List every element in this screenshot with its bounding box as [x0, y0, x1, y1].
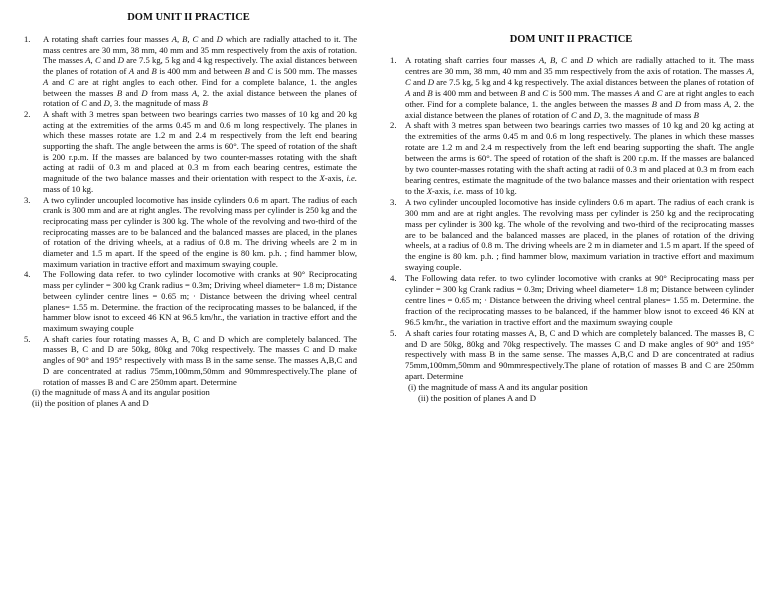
question-item	[20, 195, 357, 270]
question-text: A shaft caries four rotating masses A, B, C and D which are completely balanced. The masses B, C and D are 50kg, 80kg and 70kg respectively. The masses C and D make angles of 90° and 195° respectively with mass B in the same sense. The masses A,B,C and D are concentrated at radius 75mm,100mm,50mm and 90mmrespectively.The plane of rotation of masses B and C are 250mm apart. Determine	[43, 333, 357, 387]
sub-item-ii: (ii) the position of planes A and D	[32, 397, 149, 408]
question-number: 3.	[24, 194, 31, 205]
question-text: The Following data refer. to two cylinder locomotive with cranks at 90° Reciprocating mass per cylinder = 300 kg Crank radius = 0.3m; Driving wheel diameter= 1.8 m; Distance between cylinder centre lines = 0.65 m; · Distance between the driving wheel central planes= 1.55 m. Determine. the fraction of the reciprocating masses to be balanced, if the hammer blow isnot to exceed 46 KN at 96.5 km/hr., the variation in tractive effort and the maximum swaying couple	[405, 273, 754, 327]
question-number: 4.	[24, 269, 31, 280]
right-page	[388, 0, 754, 404]
question-number: 4.	[390, 273, 397, 284]
question-text: A shaft caries four rotating masses A, B, C and D which are completely balanced. The masses B, C and D are 50kg, 80kg and 70kg respectively. The masses C and D make angles of 90° and 195° respectively with mass B in the same sense. The masses A,B,C and D are concentrated at radius 75mm,100mm,50mm and 90mmrespectively.The plane of rotation of masses B and C are 250mm apart. Determine	[405, 327, 754, 382]
question-text: A rotating shaft carries four masses A, B, C and D which are radially attached to it. The mass centres are 30 mm, 38 mm, 40 mm and 35 mm respectively from the axis of rotation. The masses A, C and D are 7.5 kg, 5 kg and 4 kg respectively. The axial distances between the planes of rotation of A and B is 400 mm and between B and C is 500 mm. The masses A and C are at right angles to each other. Find for a complete balance, 1. the angles between the masses B and D from mass A, 2. the axial distance between the planes of rotation of C and D, 3. the magnitude of mass B	[405, 55, 755, 120]
question-number: 3.	[390, 196, 397, 207]
question-text: The Following data refer. to two cylinder locomotive with cranks at 90° Reciprocating mass per cylinder = 300 kg Crank radius = 0.3m; Driving wheel diameter= 1.8 m; Distance between cylinder centre lines = 0.65 m; · Distance between the driving wheel central planes= 1.55 m. Determine. the fraction of the reciprocating masses to be balanced, if the hammer blow isnot to exceed 46 KN at 96.5 km/hr., the variation in tractive effort and the maximum swaying couple	[43, 269, 357, 333]
question-text: A two cylinder uncoupled locomotive has inside cylinders 0.6 m apart. The radius of each crank is 300 mm and are at right angles. The revolving mass per cylinder is 250 kg and the reciprocating mass per cylinder is 300 kg. The whole of the revolving and two-third of the reciprocating masses are to be balanced and the balanced masses are placed, in the planes of rotation of the driving wheels, at a radius of 0.8 m. The driving wheels are 2 m in diameter and 1.5 m apart. If the speed of the engine is 80 km. p.h. ; find hammer blow, maximum variation in tractive effort and maximum swaying couple.	[43, 194, 357, 269]
question-text: A shaft with 3 metres span between two bearings carries two masses of 10 kg and 20 kg acting at the extremities of the arms 0.45 m and 0.6 m long respectively. The planes in which these masses rotate are 1.2 m and 2.4 m respectively from the left end bearing supporting the shaft. The angle between the arms is 60°. The speed of rotation of the shaft is 200 r.p.m. If the masses are balanced by two counter-masses rotating with the shaft acting at radii of 0.3 m and placed at 0.3 m from each bearing centres, estimate the magnitude of the two balance masses and their orientation with respect to the X-axis, i.e. mass of 10 kg.	[405, 120, 754, 196]
left-page	[20, 0, 357, 409]
sub-item-i: (i) the magnitude of mass A and its angular position	[408, 382, 588, 393]
question-number: 2.	[390, 120, 397, 131]
page-title: DOM UNIT II PRACTICE	[509, 34, 633, 45]
question-text: A rotating shaft carries four masses A, B, C and D which are radially attached to it. The mass centres are 30 mm, 38 mm, 40 mm and 35 mm respectively from the axis of rotation. The masses A, C and D are 7.5 kg, 5 kg and 4 kg respectively. The axial distances between the planes of rotation of A and B is 400 mm and between B and C is 500 mm. The masses A and C are at right angles to each other. Find for a complete balance, 1. the angles between the masses B and D from mass A, 2. the axial distance between the planes of rotation of C and D, 3. the magnitude of mass B	[43, 34, 358, 109]
question-item	[388, 328, 754, 383]
question-number: 5.	[390, 327, 397, 338]
question-item	[388, 120, 754, 196]
question-text: A shaft with 3 metres span between two bearings carries two masses of 10 kg and 20 kg acting at the extremities of the arms 0.45 m and 0.6 m long respectively. The planes in which these masses rotate are 1.2 m and 2.4 m respectively from the left end bearing supporting the shaft. The angle between the arms is 60°. The speed of rotation of the shaft is 200 r.p.m. If the masses are balanced by two counter-masses rotating with the shaft acting at radii of 0.3 m and placed at 0.3 m from each bearing centres, estimate the magnitude of the two balance masses and their orientation with respect to the X-axis, i.e. mass of 10 kg.	[43, 108, 357, 194]
question-number: 5.	[24, 333, 31, 344]
question-item	[388, 273, 754, 328]
question-list	[20, 34, 357, 387]
question-number: 2.	[24, 108, 31, 119]
question-item	[388, 197, 754, 273]
question-text: A two cylinder uncoupled locomotive has inside cylinders 0.6 m apart. The radius of each crank is 300 mm and are at right angles. The revolving mass per cylinder is 250 kg and the reciprocating mass per cylinder is 300 kg. The whole of the revolving and two-third of the reciprocating masses are to be balanced and the balanced masses are placed, in the planes of rotation of the driving wheels, at a radius of 0.8 m. The driving wheels are 2 m in diameter and 1.5 m apart. If the speed of the engine is 80 km. p.h. ; find hammer blow, maximum variation in tractive effort and maximum swaying couple.	[405, 196, 754, 273]
question-item	[20, 269, 357, 333]
page-title: DOM UNIT II PRACTICE	[127, 12, 250, 23]
question-item	[20, 334, 357, 388]
question-number: 1.	[24, 34, 31, 44]
question-number: 1.	[390, 55, 397, 65]
sub-item-i: (i) the magnitude of mass A and its angular position	[32, 387, 210, 398]
question-item	[388, 55, 754, 120]
question-item	[20, 109, 357, 195]
sub-item-ii: (ii) the position of planes A and D	[418, 393, 536, 404]
question-item	[20, 34, 357, 109]
question-list	[388, 55, 754, 382]
